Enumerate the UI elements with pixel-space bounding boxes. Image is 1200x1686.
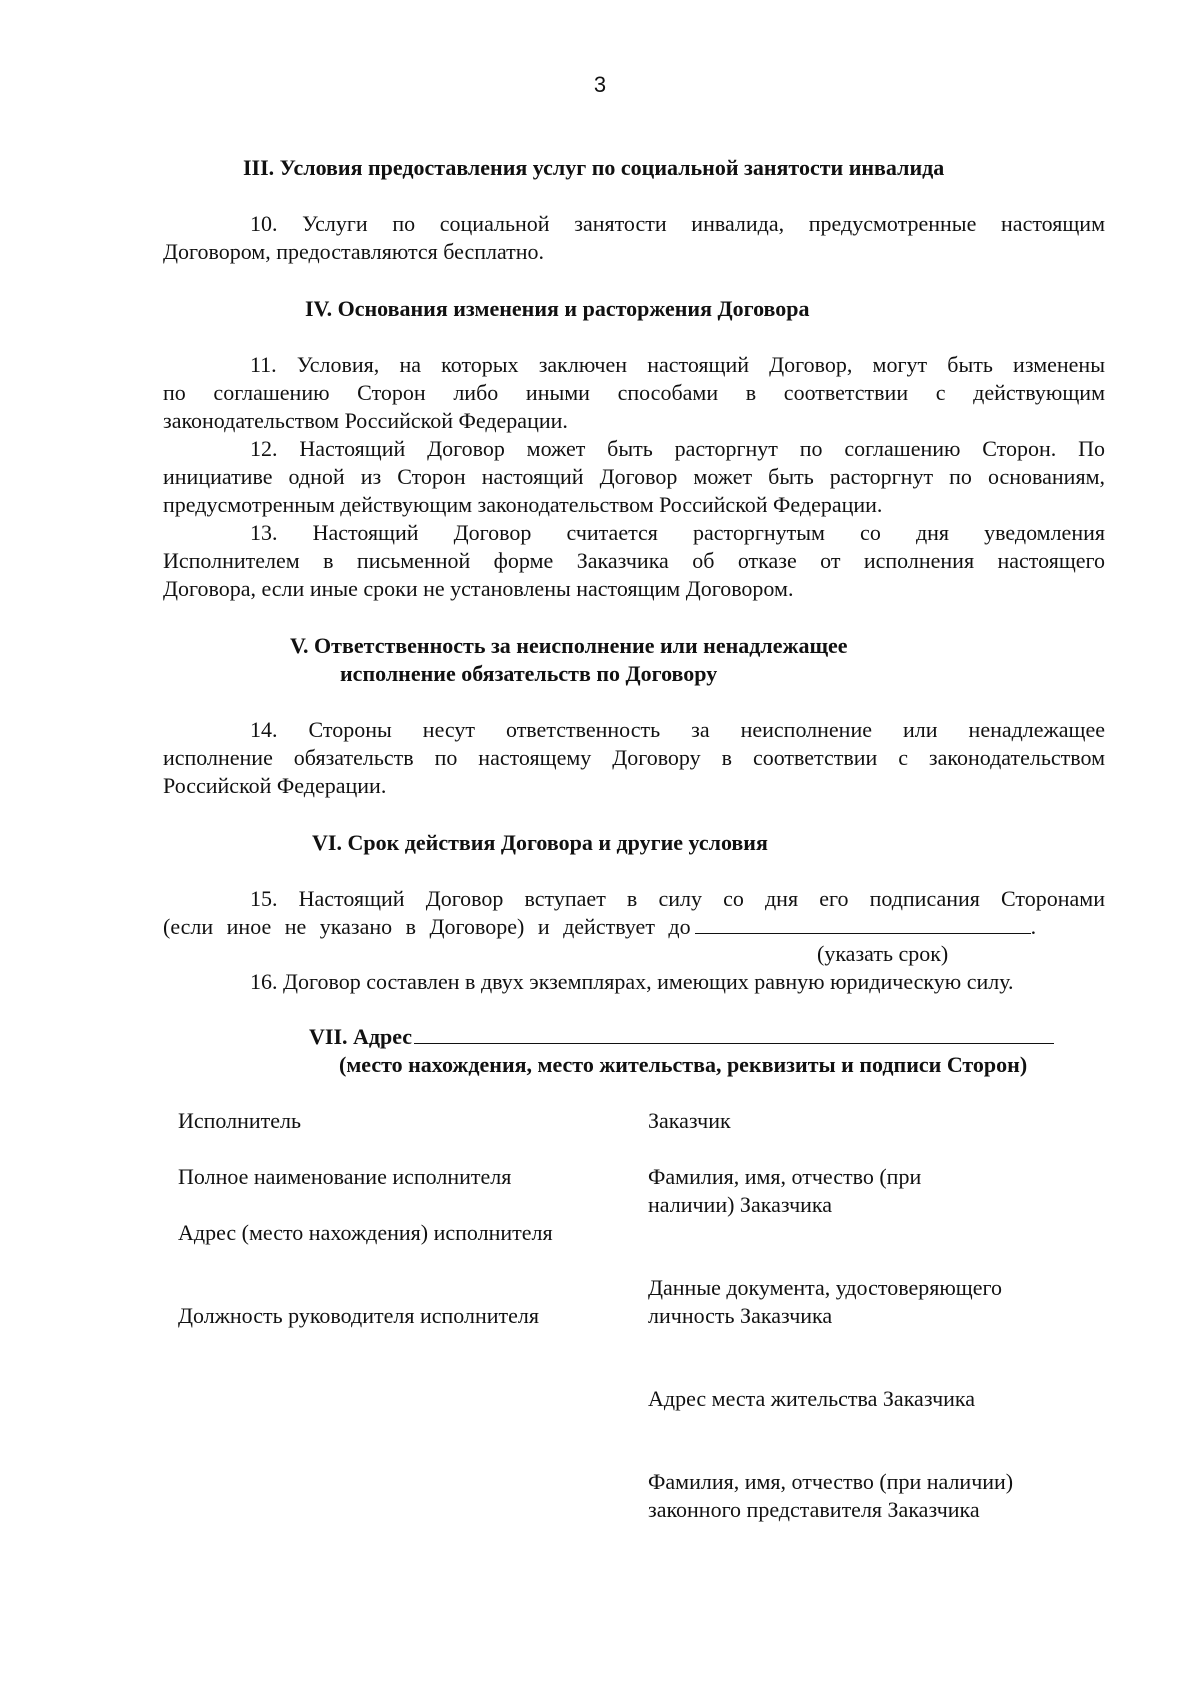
clause-15-line-2 — [163, 913, 1105, 941]
clause-13-line-1: 13. Настоящий Договор считается расторгнутым со дня уведомления — [250, 520, 1105, 545]
section-5-heading-line-2: исполнение обязательств по Договору — [340, 661, 718, 686]
executor-full-name-label: Полное наименование исполнителя — [178, 1164, 512, 1189]
clause-15-line-2-end: . — [1030, 914, 1037, 939]
clause-11-line-1: 11. Условия, на которых заключен настоящий Договор, могут быть изменены — [250, 352, 1105, 377]
clause-10-line-2: Договором, предоставляются бесплатно. — [163, 239, 545, 264]
clause-12-line-3: предусмотренным действующим законодательством Российской Федерации. — [163, 492, 883, 517]
clause-14-line-1: 14. Стороны несут ответственность за неисполнение или ненадлежащее — [250, 717, 1105, 742]
clause-16: 16. Договор составлен в двух экземплярах, имеющих равную юридическую силу. — [250, 969, 1014, 994]
section-7-heading — [309, 1023, 1054, 1051]
address-blank-field — [414, 1025, 1054, 1044]
clause-11-line-2: по соглашению Сторон либо иными способами в соответствии с действующим — [163, 380, 1105, 405]
section-5-heading-line-1: V. Ответственность за неисполнение или ненадлежащее — [290, 633, 848, 658]
section-7-title: VII. Адрес — [309, 1024, 413, 1049]
clause-14-line-2: исполнение обязательств по настоящему Договору в соответствии с законодательством — [163, 745, 1105, 770]
executor-address-label: Адрес (место нахождения) исполнителя — [178, 1220, 553, 1245]
representative-fio-line-2: законного представителя Заказчика — [648, 1497, 980, 1522]
customer-fio-line-1: Фамилия, имя, отчество (при — [648, 1164, 922, 1189]
section-3-heading: III. Условия предоставления услуг по социальной занятости инвалида — [243, 155, 945, 180]
term-hint: (указать срок) — [817, 941, 949, 966]
clause-10-line-1: 10. Услуги по социальной занятости инвалида, предусмотренные настоящим — [250, 211, 1105, 236]
clause-15-line-1: 15. Настоящий Договор вступает в силу со дня его подписания Сторонами — [250, 886, 1105, 911]
customer-fio-line-2: наличии) Заказчика — [648, 1192, 833, 1217]
clause-13-line-3: Договора, если иные сроки не установлены настоящим Договором. — [163, 576, 794, 601]
clause-11-line-3: законодательством Российской Федерации. — [163, 408, 568, 433]
clause-12-line-2: инициативе одной из Сторон настоящий Договор может быть расторгнут по основаниям, — [163, 464, 1105, 489]
customer-document-line-2: личность Заказчика — [648, 1303, 833, 1328]
term-blank-field — [695, 915, 1031, 934]
clause-13-line-2: Исполнителем в письменной форме Заказчика об отказе от исполнения настоящего — [163, 548, 1105, 573]
customer-label: Заказчик — [648, 1108, 731, 1133]
executor-label: Исполнитель — [178, 1108, 302, 1133]
executor-head-position-label: Должность руководителя исполнителя — [178, 1303, 539, 1328]
section-4-heading: IV. Основания изменения и расторжения Договора — [305, 296, 810, 321]
customer-document-line-1: Данные документа, удостоверяющего — [648, 1275, 1002, 1300]
representative-fio-line-1: Фамилия, имя, отчество (при наличии) — [648, 1469, 1014, 1494]
clause-14-line-3: Российской Федерации. — [163, 773, 387, 798]
page-number: 3 — [593, 72, 607, 97]
section-7-subtitle: (место нахождения, место жительства, реквизиты и подписи Сторон) — [339, 1052, 1028, 1077]
customer-address-label: Адрес места жительства Заказчика — [648, 1386, 976, 1411]
section-6-heading: VI. Срок действия Договора и другие условия — [312, 830, 768, 855]
clause-15-line-2-text: (если иное не указано в Договоре) и действует до — [163, 914, 691, 939]
clause-12-line-1: 12. Настоящий Договор может быть расторгнут по соглашению Сторон. По — [250, 436, 1105, 461]
